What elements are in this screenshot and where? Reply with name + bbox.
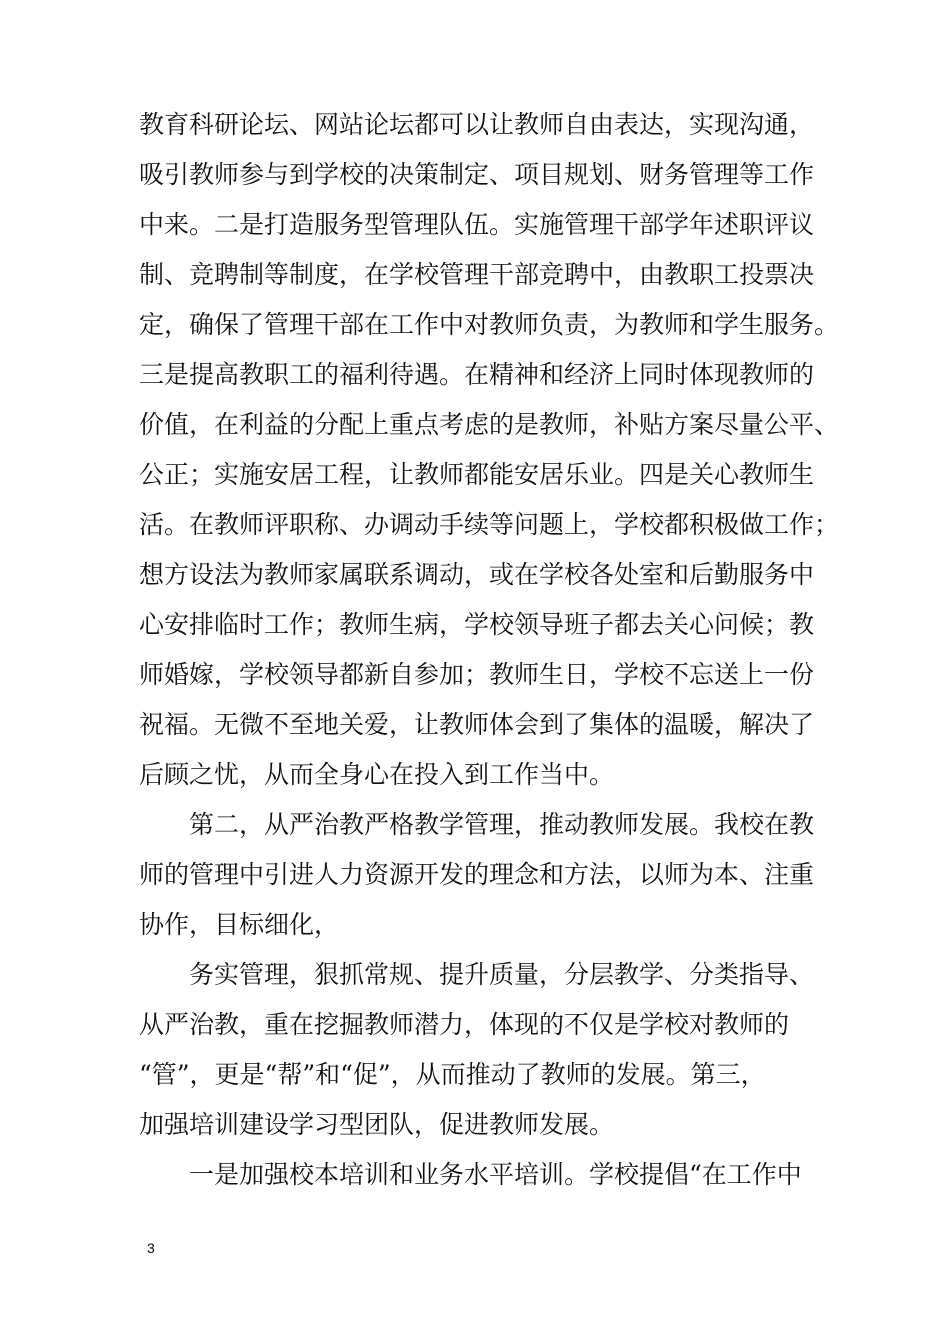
- text-line: 加强培训建设学习型团队，促进教师发展。: [139, 1110, 615, 1139]
- text-line: 活。在教师评职称、办调动手续等问题上，学校都积极做工作；: [139, 510, 840, 539]
- text-line: 想方设法为教师家属联系调动，或在学校各处室和后勤服务中: [139, 560, 815, 589]
- paragraph-first-line: 务实管理，狠抓常规、提升质量，分层教学、分类指导、: [189, 960, 815, 989]
- text-line: 后顾之忧，从而全身心在投入到工作当中。: [139, 760, 615, 789]
- text-line: 师的管理中引进人力资源开发的理念和方法，以师为本、注重: [139, 860, 815, 889]
- text-line: 价值，在利益的分配上重点考虑的是教师，补贴方案尽量公平、: [139, 410, 840, 439]
- text-line: 协作，目标细化，: [139, 910, 340, 939]
- text-line: 定，确保了管理干部在工作中对教师负责，为教师和学生服务。: [139, 310, 840, 339]
- text-line: 心安排临时工作；教师生病，学校领导班子都去关心问候；教: [139, 610, 815, 639]
- text-line: 吸引教师参与到学校的决策制定、项目规划、财务管理等工作: [139, 160, 815, 189]
- text-line: “管”，更是“帮”和“促”，从而推动了教师的发展。第三，: [139, 1060, 766, 1089]
- text-line: 师婚嫁，学校领导都新自参加；教师生日，学校不忘送上一份: [139, 660, 815, 689]
- page-number: 3: [147, 1240, 155, 1256]
- text-line: 制、竞聘制等制度，在学校管理干部竞聘中，由教职工投票决: [139, 260, 815, 289]
- text-line: 祝福。无微不至地关爱，让教师体会到了集体的温暖，解决了: [139, 710, 815, 739]
- text-line: 三是提高教职工的福利待遇。在精神和经济上同时体现教师的: [139, 360, 815, 389]
- paragraph-first-line: 一是加强校本培训和业务水平培训。学校提倡“在工作中: [189, 1160, 802, 1189]
- text-line: 中来。二是打造服务型管理队伍。实施管理干部学年述职评议: [139, 210, 815, 239]
- text-line: 教育科研论坛、网站论坛都可以让教师自由表达，实现沟通，: [139, 110, 815, 139]
- paragraph-first-line: 第二，从严治教严格教学管理，推动教师发展。我校在教: [189, 810, 815, 839]
- text-line: 公正；实施安居工程，让教师都能安居乐业。四是关心教师生: [139, 460, 815, 489]
- text-line: 从严治教，重在挖掘教师潜力，体现的不仅是学校对教师的: [139, 1010, 790, 1039]
